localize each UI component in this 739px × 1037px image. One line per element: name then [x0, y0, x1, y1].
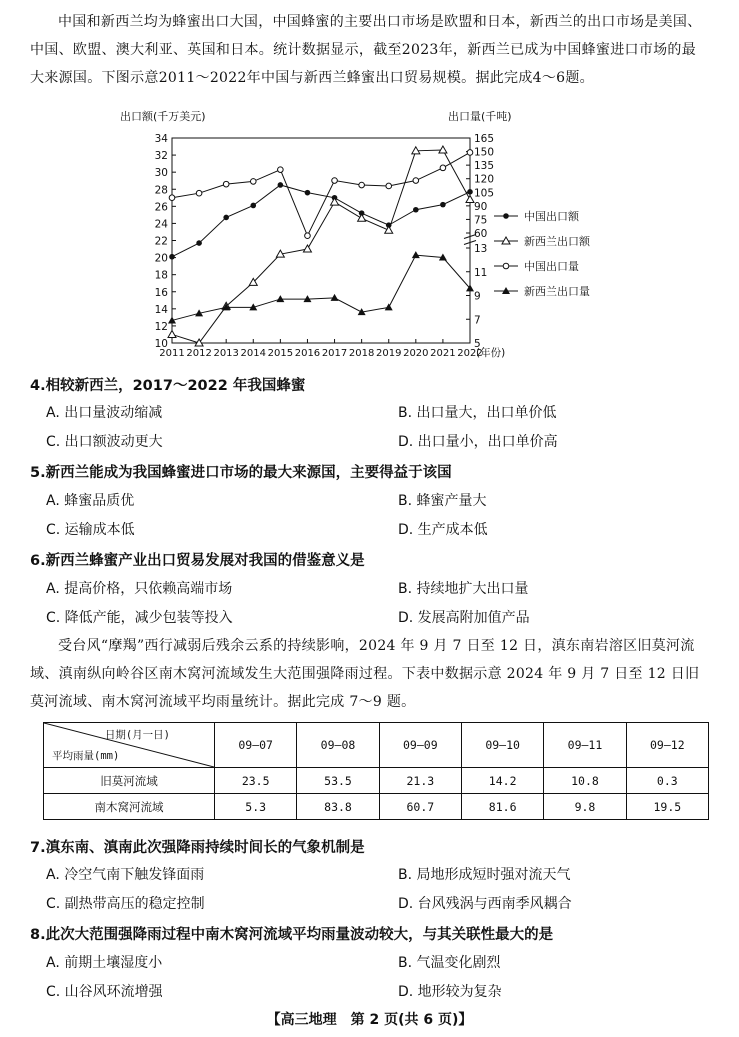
q4-option-d[interactable]: D. 出口量小，出口单价高	[398, 434, 558, 450]
question-5: 5.新西兰能成为我国蜂蜜进口市场的最大来源国，主要得益于该国	[30, 465, 452, 481]
honey-export-chart	[120, 96, 620, 368]
chart-series	[168, 146, 474, 346]
header-date-label: 日期(月一日)	[104, 729, 170, 741]
right-tick-label: 90	[474, 200, 488, 213]
date-cell: 09—10	[461, 723, 543, 768]
q4-option-b[interactable]: B. 出口量大，出口单价低	[398, 405, 557, 421]
left-tick-label: 34	[154, 133, 168, 145]
right-tick-label: 150	[474, 146, 495, 159]
page-footer: 【高三地理 第 2 页(共 6 页)】	[266, 1012, 473, 1028]
question-7: 7.滇东南、滇南此次强降雨持续时间长的气象机制是	[30, 840, 365, 856]
data-point	[413, 207, 419, 213]
right-tick-label: 11	[474, 266, 488, 279]
left-tick-label: 32	[154, 150, 168, 163]
left-tick-label: 16	[154, 286, 168, 299]
left-tick-label: 22	[154, 235, 168, 248]
x-tick-label: 2012	[186, 348, 212, 359]
q7-option-c[interactable]: C. 副热带高压的稳定控制	[46, 896, 205, 912]
header-rain-label: 平均雨量(mm)	[52, 750, 120, 762]
legend-marker	[503, 263, 509, 269]
data-point	[305, 190, 311, 196]
date-cell: 09—11	[544, 723, 626, 768]
q5-option-b[interactable]: B. 蜂蜜产量大	[398, 493, 487, 509]
data-point	[250, 179, 256, 185]
rain-value: 23.5	[215, 768, 297, 794]
q7-option-a[interactable]: A. 冷空气南下触发锋面雨	[46, 867, 205, 883]
q7-option-d[interactable]: D. 台风残涡与西南季风耦合	[398, 896, 572, 912]
data-point	[386, 183, 392, 189]
data-point	[223, 215, 229, 221]
right-tick-label: 75	[474, 214, 488, 227]
right-tick-label: 5	[474, 338, 481, 350]
x-tick-label: 2013	[213, 348, 239, 359]
q7-option-b[interactable]: B. 局地形成短时强对流天气	[398, 867, 571, 883]
question-8: 8.此次大范围强降雨过程中南木窝河流域平均雨量波动较大，与其关联性最大的是	[30, 927, 554, 943]
series-line-1	[172, 185, 470, 257]
right-tick-label: 135	[474, 160, 495, 173]
data-point	[413, 178, 419, 184]
q6-option-c[interactable]: C. 降低产能，减少包装等投入	[46, 610, 233, 626]
date-cell: 09—09	[379, 723, 461, 768]
data-point	[412, 251, 420, 258]
table-row	[44, 768, 709, 794]
x-tick-label: 2011	[159, 348, 185, 359]
data-point	[359, 182, 365, 188]
rain-value: 14.2	[461, 768, 543, 794]
x-axis-label: (年份)	[476, 347, 506, 359]
legend-label: 新西兰出口量	[524, 285, 590, 298]
data-point	[305, 233, 311, 239]
data-point	[331, 294, 339, 301]
data-point	[467, 189, 473, 195]
q8-option-c[interactable]: C. 山谷风环流增强	[46, 984, 163, 1000]
left-tick-label: 26	[154, 201, 168, 214]
rain-value: 10.8	[544, 768, 626, 794]
question-6: 6.新西兰蜂蜜产业出口贸易发展对我国的借鉴意义是	[30, 553, 365, 569]
right-tick-label: 165	[474, 133, 495, 145]
data-point	[467, 150, 473, 156]
data-point	[385, 226, 393, 233]
right-axis-label: 出口量(千吨)	[448, 110, 512, 123]
data-point	[196, 190, 202, 196]
series-line-3	[172, 152, 470, 235]
x-tick-label: 2018	[348, 348, 375, 359]
plot-frame	[172, 138, 470, 343]
q6-option-b[interactable]: B. 持续地扩大出口量	[398, 581, 529, 597]
left-tick-label: 28	[154, 184, 168, 197]
rain-value: 60.7	[379, 794, 461, 820]
q6-option-a[interactable]: A. 提高价格，只依赖高端市场	[46, 581, 233, 597]
right-tick-label: 7	[474, 314, 481, 327]
data-point	[385, 303, 393, 310]
right-tick-label: 60	[474, 228, 488, 240]
rain-value: 53.5	[297, 768, 379, 794]
data-point	[250, 203, 256, 209]
date-cell: 09—08	[297, 723, 379, 768]
data-point	[278, 167, 284, 173]
data-point	[223, 181, 229, 187]
rain-value: 81.6	[461, 794, 543, 820]
date-cell: 09—12	[626, 723, 708, 768]
q5-option-d[interactable]: D. 生产成本低	[398, 522, 488, 538]
left-tick-label: 20	[154, 252, 168, 265]
intro-paragraph-honey: 中国和新西兰均为蜂蜜出口大国，中国蜂蜜的主要出口市场是欧盟和日本，新西兰的出口市场是美国、中国、欧盟、澳大利亚、英国和日本。统计数据显示，截至2023年，新西兰已成为中国蜂蜜进口市场的最大来源国。下图示意2011～2022年中国与新西兰蜂蜜出口贸易规模。据此完成4～6题。	[30, 14, 702, 86]
legend-label: 中国出口量	[524, 260, 579, 273]
data-point	[196, 240, 202, 246]
right-tick-label: 9	[474, 290, 481, 303]
data-point	[440, 202, 446, 208]
x-tick-label: 2015	[267, 348, 294, 359]
data-point	[168, 330, 176, 337]
legend-label: 中国出口额	[524, 210, 579, 223]
legend-marker	[503, 213, 509, 219]
x-tick-label: 2019	[376, 348, 402, 359]
chart-legend	[494, 209, 591, 298]
data-point	[303, 245, 311, 252]
left-tick-label: 14	[154, 303, 168, 316]
x-tick-label: 2022	[457, 348, 483, 359]
left-tick-label: 18	[154, 269, 168, 282]
q8-option-a[interactable]: A. 前期土壤湿度小	[46, 955, 163, 971]
left-axis-label: 出口额(千万美元)	[120, 110, 206, 123]
intro-paragraph-rain: 受台风“摩羯”西行减弱后残余云系的持续影响，2024 年 9 月 7 日至 12 日，滇东南岩溶区旧莫河流域、滇南纵向岭谷区南木窝河流域发生大范围强降雨过程。下表中数据示意 2024 年 9 月 7 日至 12 日旧莫河流域、南木窝河流域平均雨量统计。据此完成 7～9 题。	[30, 638, 700, 710]
right-tick-label: 120	[474, 173, 495, 186]
right-tick-label: 13	[474, 243, 488, 255]
date-cell: 09—07	[215, 723, 297, 768]
table-diagonal-header	[44, 723, 215, 768]
rain-value: 21.3	[379, 768, 461, 794]
basin-name: 南木窝河流域	[44, 794, 215, 820]
data-point	[278, 182, 284, 188]
question-4: 4.相较新西兰，2017～2022 年我国蜂蜜	[30, 378, 306, 394]
series-line-2	[172, 150, 470, 343]
x-tick-label: 2017	[321, 348, 348, 359]
q8-option-d[interactable]: D. 地形较为复杂	[398, 984, 502, 1000]
left-tick-label: 30	[154, 167, 168, 180]
x-tick-label: 2021	[430, 348, 456, 359]
legend-label: 新西兰出口额	[524, 235, 590, 248]
data-point	[440, 165, 446, 171]
data-point	[439, 146, 447, 153]
data-point	[169, 254, 175, 260]
left-tick-label: 10	[154, 338, 168, 350]
series-line-4	[172, 255, 470, 320]
table-row	[44, 794, 709, 820]
q4-option-c[interactable]: C. 出口额波动更大	[46, 434, 163, 450]
q5-option-c[interactable]: C. 运输成本低	[46, 522, 135, 538]
rain-value: 5.3	[215, 794, 297, 820]
q5-option-a[interactable]: A. 蜂蜜品质优	[46, 493, 135, 509]
left-tick-label: 24	[154, 218, 168, 231]
rain-value: 0.3	[626, 768, 708, 794]
x-tick-label: 2016	[294, 348, 321, 359]
q8-option-b[interactable]: B. 气温变化剧烈	[398, 955, 501, 971]
q4-option-a[interactable]: A. 出口量波动缩减	[46, 405, 163, 421]
rain-value: 9.8	[544, 794, 626, 820]
data-point	[169, 195, 175, 201]
rainfall-table	[43, 722, 709, 820]
rain-value: 83.8	[297, 794, 379, 820]
rain-value: 19.5	[626, 794, 708, 820]
data-point	[332, 178, 338, 184]
x-tick-label: 2020	[403, 348, 429, 359]
table-header-row	[44, 723, 709, 768]
left-tick-label: 12	[154, 320, 168, 333]
basin-name: 旧莫河流域	[44, 768, 215, 794]
x-tick-label: 2014	[240, 348, 266, 359]
data-point	[466, 196, 474, 203]
data-point	[358, 214, 366, 221]
right-tick-label: 105	[474, 187, 495, 200]
q6-option-d[interactable]: D. 发展高附加值产品	[398, 610, 530, 626]
